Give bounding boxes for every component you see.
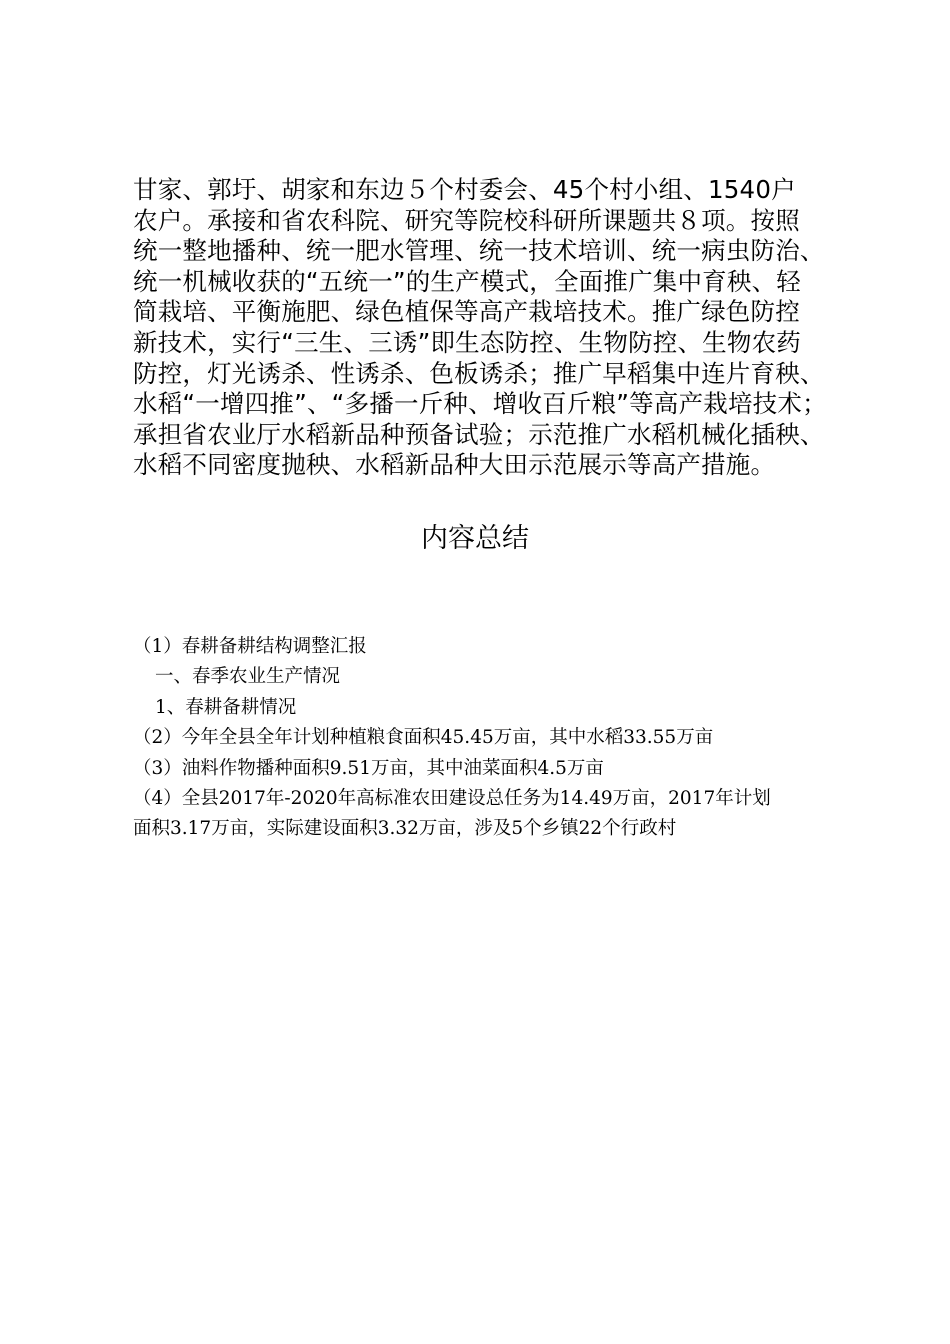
body-line: 水稻不同密度抛秧、水稻新品种大田示范展示等高产措施。 bbox=[133, 450, 776, 480]
body-line: 防控，灯光诱杀、性诱杀、色板诱杀；推广早稻集中连片育秧、 bbox=[133, 358, 825, 388]
summary-item: （2）今年全县全年计划种植粮食面积45.45万亩，其中水稻33.55万亩 bbox=[133, 727, 714, 749]
section-title: 内容总结 bbox=[421, 523, 529, 554]
summary-item: （3）油料作物播种面积9.51万亩，其中油菜面积4.5万亩 bbox=[133, 757, 604, 779]
body-paragraph bbox=[133, 175, 833, 481]
body-line: 新技术，实行“三生、三诱”即生态防控、生物防控、生物农药 bbox=[133, 327, 801, 357]
body-line: 甘家、郭圩、胡家和东边５个村委会、45个村小组、1540户 bbox=[133, 175, 796, 204]
summary-item: （4）全县2017年-2020年高标准农田建设总任务为14.49万亩，2017年计划 bbox=[133, 788, 771, 810]
summary-item: 1、春耕备耕情况 bbox=[155, 696, 297, 718]
summary-item: （1）春耕备耕结构调整汇报 bbox=[133, 636, 367, 657]
body-line: 承担省农业厅水稻新品种预备试验；示范推广水稻机械化插秧、 bbox=[133, 419, 825, 449]
summary-item: 一、春季农业生产情况 bbox=[155, 666, 341, 688]
summary-list bbox=[133, 632, 833, 845]
body-line: 统一机械收获的“五统一”的生产模式，全面推广集中育秧、轻 bbox=[133, 266, 801, 296]
body-line: 水稻“一增四推”、“多播一斤种、增收百斤粮”等高产栽培技术； bbox=[133, 389, 827, 419]
body-line: 农户。承接和省农科院、研究等院校科研所课题共８项。按照 bbox=[133, 205, 800, 235]
body-line: 统一整地播种、统一肥水管理、统一技术培训、统一病虫防治、 bbox=[133, 236, 825, 266]
summary-item: 面积3.17万亩，实际建设面积3.32万亩，涉及5个乡镇22个行政村 bbox=[133, 818, 677, 840]
body-line: 简栽培、平衡施肥、绿色植保等高产栽培技术。推广绿色防控 bbox=[133, 297, 800, 327]
